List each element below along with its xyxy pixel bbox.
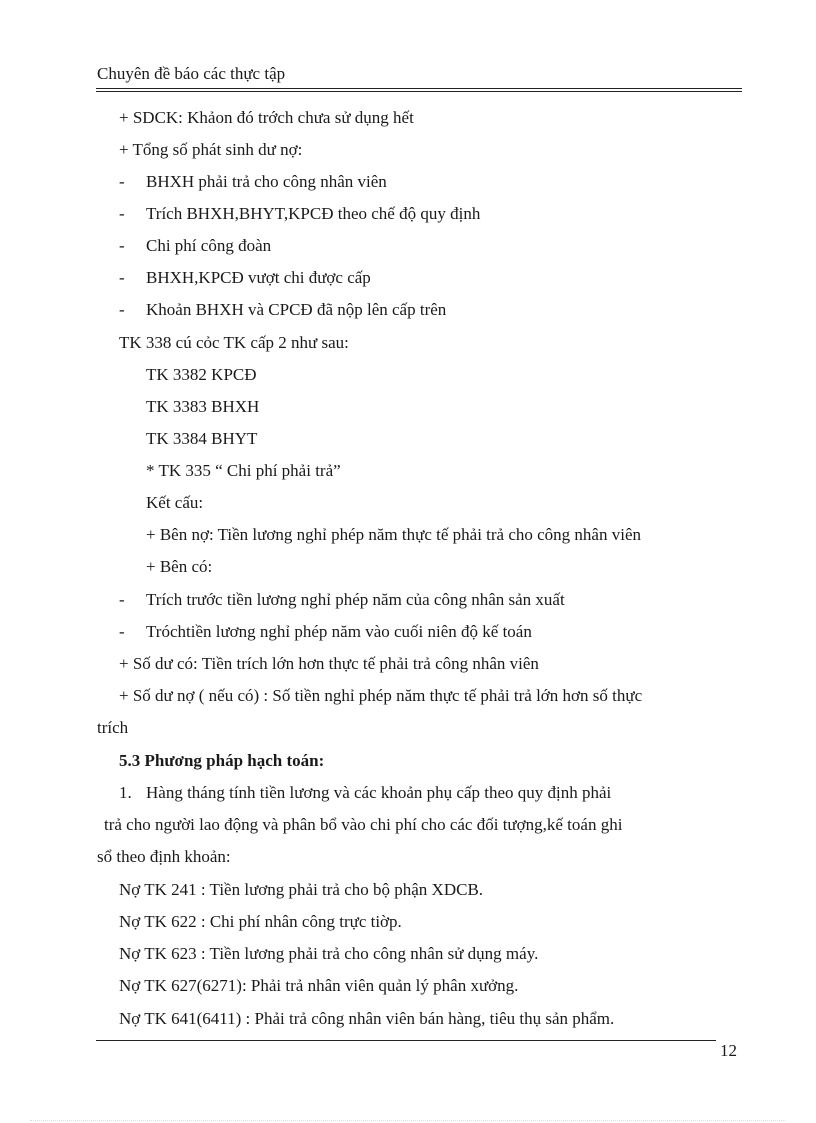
list-item-text: Trích BHXH,BHYT,KPCĐ theo chế độ quy định [146, 204, 481, 223]
footer-rule [96, 1040, 716, 1041]
text-line-tong-so-phat-sinh: + Tổng số phát sinh dư nợ: [119, 140, 303, 159]
text-line-continuation: sổ theo định khoản: [97, 847, 231, 866]
dash-marker: - [119, 172, 125, 191]
entry-tk622: Nợ TK 622 : Chi phí nhân công trực tiờp. [119, 912, 402, 931]
list-item [119, 204, 480, 224]
section-heading: 5.3 Phương pháp hạch toán: [119, 751, 325, 770]
entry-tk641: Nợ TK 641(6411) : Phải trả công nhân viên bán hàng, tiêu thụ sản phẩm. [119, 1009, 615, 1028]
list-item-text: Chi phí công đoàn [146, 236, 272, 255]
list-item [119, 236, 271, 256]
header-rule [96, 88, 742, 89]
list-item [119, 622, 532, 642]
entry-tk241: Nợ TK 241 : Tiền lương phải trả cho bộ phận XDCB. [119, 880, 484, 899]
text-line-sdck: + SDCK: Khảon đó trớch chưa sử dụng hết [119, 108, 414, 127]
page-header: Chuyên đề báo các thực tập [97, 64, 286, 83]
dash-marker: - [119, 204, 125, 223]
list-item [119, 172, 387, 192]
text-line-so-du-co: + Số dư có: Tiền trích lớn hơn thực tế phải trả công nhân viên [119, 654, 539, 673]
list-item-text: BHXH phải trả cho công nhân viên [146, 172, 387, 191]
list-item-text: Tróchtiền lương nghỉ phép năm vào cuối niên độ kế toán [146, 622, 532, 641]
list-item-text: Khoản BHXH và CPCĐ đã nộp lên cấp trên [146, 300, 447, 319]
numbered-item [119, 783, 611, 803]
text-line-ben-no: + Bên nợ: Tiền lương nghỉ phép năm thực tế phải trả cho công nhân viên [146, 525, 642, 544]
text-line-ket-cau: Kết cấu: [146, 493, 204, 512]
entry-tk627: Nợ TK 627(6271): Phải trả nhân viên quản lý phân xưởng. [119, 976, 519, 995]
text-line-tk3383: TK 3383 BHXH [146, 397, 260, 416]
text-line-tk3384: TK 3384 BHYT [146, 429, 258, 448]
text-line-tk338: TK 338 cú cỏc TK cấp 2 như sau: [119, 333, 349, 352]
page-bottom-border [30, 1120, 786, 1121]
text-line-tk3382: TK 3382 KPCĐ [146, 365, 257, 384]
text-line-ben-co: + Bên có: [146, 557, 213, 576]
page-number: 12 [720, 1041, 737, 1060]
list-item [119, 268, 371, 288]
header-rule-secondary [96, 91, 742, 92]
list-item [119, 300, 446, 320]
dash-marker: - [119, 268, 125, 287]
text-line-tk335: * TK 335 “ Chi phí phải trả” [146, 461, 341, 480]
list-item-text: Trích trước tiền lương nghỉ phép năm của công nhân sản xuất [146, 590, 565, 609]
dash-marker: - [119, 590, 125, 609]
list-item [119, 590, 565, 610]
dash-marker: - [119, 300, 125, 319]
list-item-text: BHXH,KPCĐ vượt chi được cấp [146, 268, 371, 287]
numbered-item-text: Hàng tháng tính tiền lương và các khoản phụ cấp theo quy định phải [146, 783, 612, 802]
number-marker: 1. [119, 783, 132, 802]
dash-marker: - [119, 236, 125, 255]
text-line-continuation: trả cho người lao động và phân bổ vào chi phí cho các đối tượng,kế toán ghi [104, 815, 623, 834]
text-line-trich: trích [97, 718, 129, 737]
text-line-so-du-no: + Số dư nợ ( nếu có) : Số tiền nghỉ phép năm thực tế phải trả lớn hơn số thực [119, 686, 643, 705]
entry-tk623: Nợ TK 623 : Tiền lương phải trả cho công nhân sử dụng máy. [119, 944, 539, 963]
dash-marker: - [119, 622, 125, 641]
